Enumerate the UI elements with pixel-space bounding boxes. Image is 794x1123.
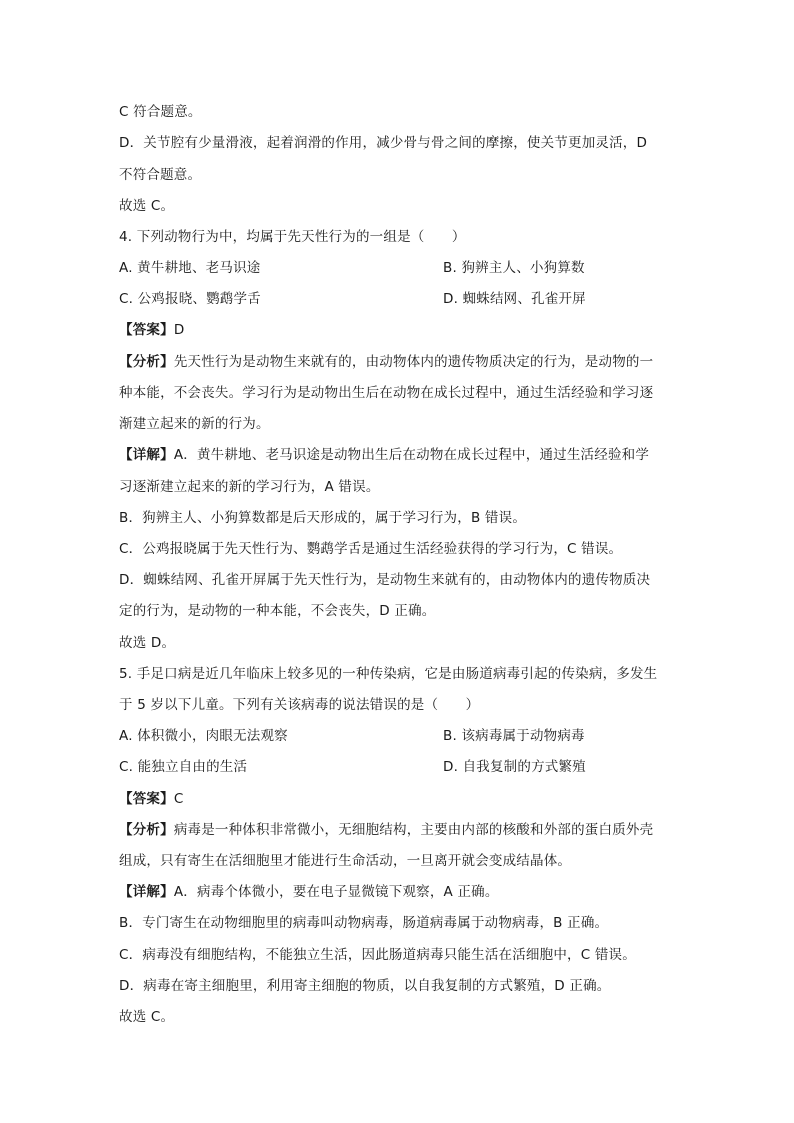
question-5-detail-line	[119, 883, 499, 901]
question-4-option-a: A. 黄牛耕地、老马识途	[119, 260, 261, 276]
question-5-stem: 于 5 岁以下儿童。下列有关该病毒的说法错误的是（ ）	[119, 697, 480, 713]
answer-tag: 【答案】	[119, 791, 174, 807]
question-4-answer	[119, 321, 184, 339]
question-4-analysis-line	[119, 353, 653, 371]
question-5-option-b: B. 该病毒属于动物病毒	[443, 728, 585, 744]
question-4-detail-line: D．蜘蛛结网、孔雀开屏属于先天性行为，是动物生来就有的，由动物体内的遗传物质决	[119, 572, 651, 588]
analysis-tag: 【分析】	[119, 354, 174, 370]
question-5-answer	[119, 790, 183, 808]
question-5-analysis-line	[119, 821, 653, 839]
detail-text: A．病毒个体微小，要在电子显微镜下观察，A 正确。	[173, 884, 499, 900]
question-4-detail-line: 定的行为，是动物的一种本能，不会丧失，D 正确。	[119, 603, 436, 619]
question-5-option-c: C. 能独立自由的生活	[119, 759, 248, 775]
detail-tag: 【详解】	[119, 447, 174, 463]
analysis-tag: 【分析】	[119, 822, 174, 838]
text-line: 不符合题意。	[119, 167, 202, 183]
question-5-detail-line: B．专门寄生在动物细胞里的病毒叫动物病毒，肠道病毒属于动物病毒，B 正确。	[119, 915, 609, 931]
analysis-text: 先天性行为是动物生来就有的，由动物体内的遗传物质决定的行为，是动物的一	[173, 354, 654, 370]
text-line: C 符合题意。	[119, 104, 202, 120]
question-5-stem: 5. 手足口病是近几年临床上较多见的一种传染病，它是由肠道病毒引起的传染病，多发生	[119, 666, 658, 682]
question-4-analysis-line: 种本能，不会丧失。学习行为是动物出生后在动物在成长过程中，通过生活经验和学习逐	[119, 385, 654, 401]
question-4-detail-line: B．狗辨主人、小狗算数都是后天形成的，属于学习行为，B 错误。	[119, 510, 527, 526]
detail-text: A．黄牛耕地、老马识途是动物出生后在动物在成长过程中，通过生活经验和学	[173, 447, 650, 463]
question-5-detail-line: 故选 C。	[119, 1009, 175, 1025]
question-5-option-a: A. 体积微小，肉眼无法观察	[119, 728, 288, 744]
question-5-analysis-line: 组成，只有寄生在活细胞里才能进行生命活动，一旦离开就会变成结晶体。	[119, 853, 572, 869]
question-5-option-d: D. 自我复制的方式繁殖	[443, 759, 586, 775]
question-5-detail-line: C．病毒没有细胞结构，不能独立生活，因此肠道病毒只能生活在活细胞中，C 错误。	[119, 947, 636, 963]
text-line: D．关节腔有少量滑液，起着润滑的作用，减少骨与骨之间的摩擦，使关节更加灵活，D	[119, 135, 648, 151]
question-4-detail-line	[119, 446, 649, 464]
question-4-option-b: B. 狗辨主人、小狗算数	[443, 260, 585, 276]
question-4-detail-line: C．公鸡报晓属于先天性行为、鹦鹉学舌是通过生活经验获得的学习行为，C 错误。	[119, 541, 623, 557]
answer-tag: 【答案】	[119, 322, 174, 338]
answer-value: C	[173, 791, 184, 807]
detail-tag: 【详解】	[119, 884, 174, 900]
text-line: 故选 C。	[119, 198, 175, 214]
question-4-stem: 4. 下列动物行为中，均属于先天性行为的一组是（ ）	[119, 229, 466, 245]
answer-value: D	[173, 322, 185, 338]
question-4-analysis-line: 渐建立起来的新的行为。	[119, 416, 270, 432]
analysis-text: 病毒是一种体积非常微小，无细胞结构，主要由内部的核酸和外部的蛋白质外壳	[173, 822, 654, 838]
question-5-detail-line: D．病毒在寄主细胞里，利用寄主细胞的物质，以自我复制的方式繁殖，D 正确。	[119, 978, 611, 994]
question-4-option-d: D. 蜘蛛结网、孔雀开屏	[443, 291, 586, 307]
question-4-detail-line: 习逐渐建立起来的新的学习行为，A 错误。	[119, 479, 380, 495]
question-4-detail-line: 故选 D。	[119, 635, 176, 651]
question-4-option-c: C. 公鸡报晓、鹦鹉学舌	[119, 291, 261, 307]
